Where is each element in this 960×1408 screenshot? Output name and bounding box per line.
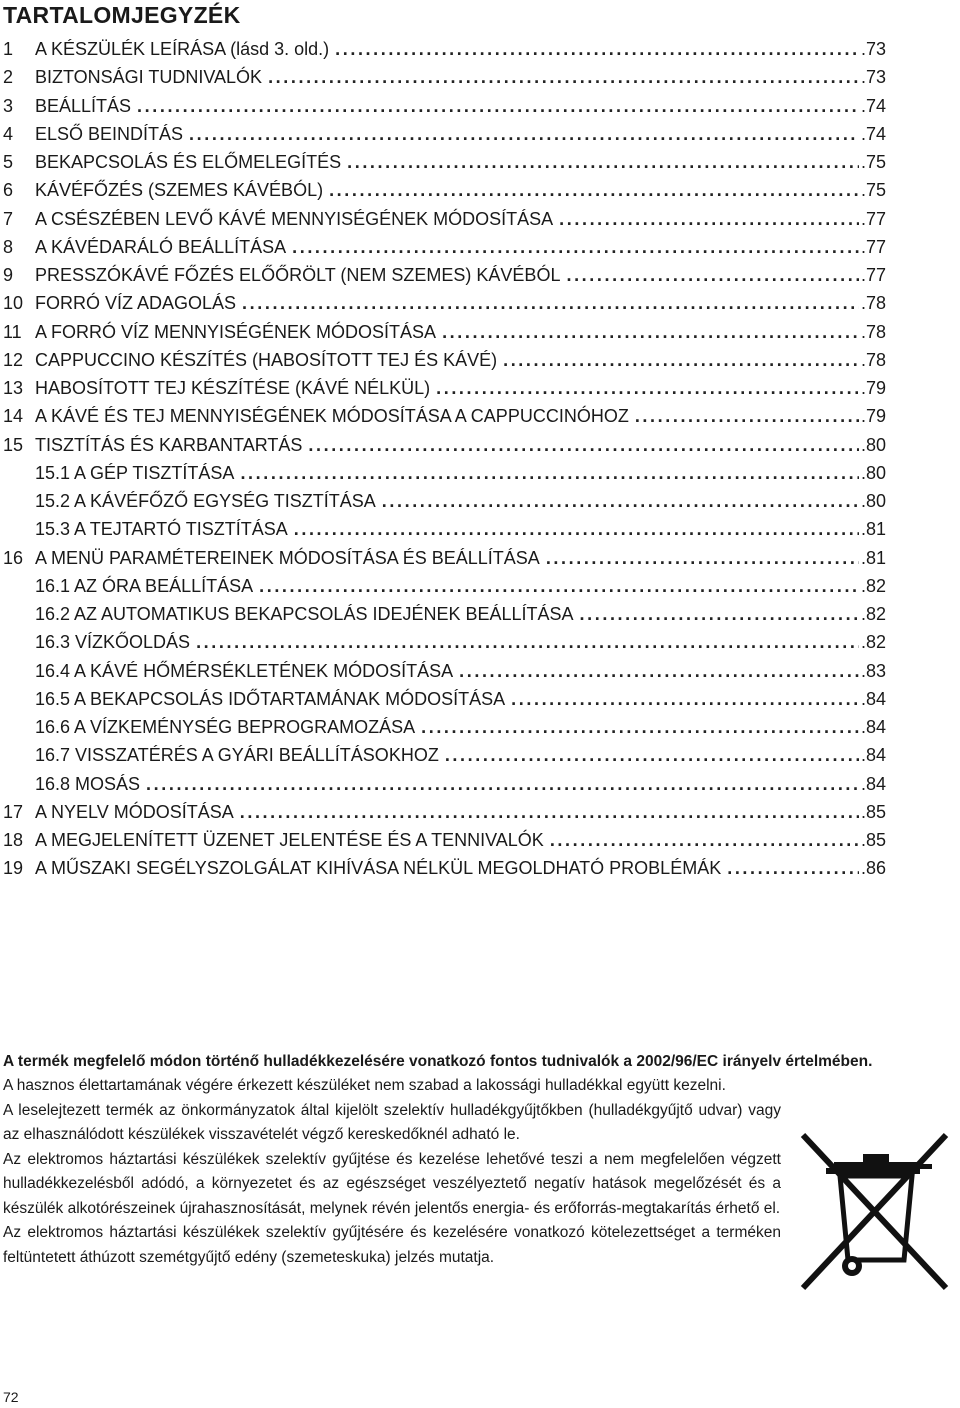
toc-entry-title: ELSŐ BEINDÍTÁS bbox=[35, 123, 184, 144]
toc-entry-title: A MEGJELENÍTETT ÜZENET JELENTÉSE ÉS A TENNIVALÓK bbox=[35, 830, 544, 850]
toc-entry-page: .80 bbox=[860, 434, 886, 455]
toc-entry-number: 10 bbox=[3, 293, 24, 314]
toc-entry-page: .84 bbox=[860, 717, 886, 737]
toc-entry-page: .75 bbox=[860, 152, 886, 172]
toc-entry-page: .78 bbox=[860, 321, 886, 342]
toc-entry-title: 16.8 MOSÁS bbox=[35, 773, 141, 794]
toc-leader-dots bbox=[240, 798, 859, 826]
toc-entry bbox=[0, 628, 886, 656]
toc-entry bbox=[0, 92, 886, 120]
toc-entry-page: .79 bbox=[860, 406, 886, 427]
toc-entry-title: A MENÜ PARAMÉTEREINEK MÓDOSÍTÁSA ÉS BEÁLLÍTÁSA bbox=[35, 547, 540, 568]
page-title: TARTALOMJEGYZÉK bbox=[3, 2, 241, 28]
toc-entry-number: 5 bbox=[3, 152, 14, 172]
toc-leader-dots bbox=[347, 148, 859, 176]
toc-leader-dots bbox=[240, 459, 859, 487]
toc-leader-dots bbox=[459, 657, 859, 685]
notice-paragraph: A leselejtezett termék az önkormányzatok által kijelölt szelektív hulladékgyűjtőkben (hulladékgyűjtő udvar) vagy az elhasználódott készülékek visszavételét végző kereskedőknél adható le. bbox=[3, 1101, 781, 1143]
toc-leader-dots bbox=[559, 205, 859, 233]
toc-entry-page: .84 bbox=[860, 745, 886, 766]
toc-entry bbox=[0, 770, 886, 798]
toc-entry-page: .83 bbox=[860, 660, 886, 681]
toc-entry-page: .82 bbox=[860, 632, 886, 653]
toc-leader-dots bbox=[503, 346, 859, 374]
toc-entry-number: 18 bbox=[3, 830, 24, 850]
toc-entry-title: HABOSÍTOTT TEJ KÉSZÍTÉSE (KÁVÉ NÉLKÜL) bbox=[35, 378, 431, 398]
notice-heading: A termék megfelelő módon történő hulladékkezelésére vonatkozó fontos tudnivalók a 2002/96/EC irányelv értelmében. bbox=[3, 1053, 873, 1070]
toc-entry-page: .79 bbox=[860, 378, 886, 398]
toc-leader-dots bbox=[189, 120, 859, 148]
toc-leader-dots bbox=[550, 826, 859, 854]
toc-leader-dots bbox=[546, 544, 859, 572]
toc-entry bbox=[0, 63, 886, 91]
toc-entry bbox=[0, 205, 886, 233]
toc-entry-page: .77 bbox=[860, 265, 886, 285]
toc-entry-page: .81 bbox=[860, 519, 886, 540]
toc-entry-title: 15.2 A KÁVÉFŐZŐ EGYSÉG TISZTÍTÁSA bbox=[35, 491, 376, 511]
toc-leader-dots bbox=[294, 515, 859, 543]
toc-entry-page: .84 bbox=[860, 688, 886, 709]
toc-entry-title: 16.3 VÍZKŐOLDÁS bbox=[35, 632, 191, 653]
toc-entry-number: 3 bbox=[3, 95, 14, 116]
notice-paragraph: Az elektromos háztartási készülékek szelektív gyűjtése és kezelése lehetővé teszi a nem megfelelően végzett hulladékkezelésből adódó, a környezetet és az egészséget veszélyeztető negatív hatások megelőzését és a készülék alkotórészeinek újrahasznosítását, melynek révén jelentős energia- és erőforrás-megtakarítás érhető el. bbox=[3, 1150, 781, 1217]
toc-entry-title: PRESSZÓKÁVÉ FŐZÉS ELŐŐRÖLT (NEM SZEMES) KÁVÉBÓL bbox=[35, 265, 561, 285]
toc-entry-page: .78 bbox=[860, 349, 886, 370]
toc-leader-dots bbox=[382, 487, 859, 515]
toc-entry-page: .78 bbox=[860, 293, 886, 314]
toc-entry-number: 2 bbox=[3, 67, 14, 88]
crossed-out-wheelie-bin-icon bbox=[800, 1132, 950, 1292]
toc-leader-dots bbox=[196, 628, 859, 656]
toc-entry-page: .85 bbox=[860, 830, 886, 850]
toc-entry-number: 4 bbox=[3, 123, 14, 144]
toc-entry-page: .74 bbox=[860, 95, 886, 116]
toc-entry bbox=[0, 459, 886, 487]
toc-leader-dots bbox=[146, 770, 859, 798]
toc-entry bbox=[0, 487, 886, 515]
toc-entry-number: 1 bbox=[3, 39, 14, 59]
toc-entry-number: 7 bbox=[3, 208, 14, 229]
toc-entry bbox=[0, 148, 886, 176]
toc-entry bbox=[0, 431, 886, 459]
toc-entry bbox=[0, 600, 886, 628]
toc-entry bbox=[0, 346, 886, 374]
toc-entry-title: BEKAPCSOLÁS ÉS ELŐMELEGÍTÉS bbox=[35, 152, 342, 172]
toc-entry bbox=[0, 713, 886, 741]
toc-entry bbox=[0, 374, 886, 402]
toc-leader-dots bbox=[445, 741, 859, 769]
toc-entry-title: BIZTONSÁGI TUDNIVALÓK bbox=[35, 67, 263, 88]
toc-entry-title: 16.2 AZ AUTOMATIKUS BEKAPCSOLÁS IDEJÉNEK BEÁLLÍTÁSA bbox=[35, 604, 574, 624]
toc-entry bbox=[0, 515, 886, 543]
toc-entry bbox=[0, 572, 886, 600]
toc-entry bbox=[0, 741, 886, 769]
toc-entry bbox=[0, 657, 886, 685]
page-number: 72 bbox=[3, 1389, 19, 1405]
toc-entry bbox=[0, 35, 886, 63]
toc-entry-title: 16.5 A BEKAPCSOLÁS IDŐTARTAMÁNAK MÓDOSÍTÁSA bbox=[35, 688, 506, 709]
toc-leader-dots bbox=[329, 176, 859, 204]
toc-leader-dots bbox=[308, 431, 859, 459]
toc-entry-page: .74 bbox=[860, 123, 886, 144]
table-of-contents bbox=[0, 35, 886, 883]
toc-leader-dots bbox=[436, 374, 859, 402]
toc-entry-title: KÁVÉFŐZÉS (SZEMES KÁVÉBÓL) bbox=[35, 180, 324, 201]
toc-entry-page: .86 bbox=[860, 858, 886, 879]
toc-entry-number: 13 bbox=[3, 378, 24, 398]
toc-entry-title: CAPPUCCINO KÉSZÍTÉS (HABOSÍTOTT TEJ ÉS KÁVÉ) bbox=[35, 349, 498, 370]
toc-entry-title: FORRÓ VÍZ ADAGOLÁS bbox=[35, 293, 237, 314]
toc-entry-number: 11 bbox=[3, 321, 22, 342]
toc-entry-title: 15.3 A TEJTARTÓ TISZTÍTÁSA bbox=[35, 519, 288, 540]
toc-entry bbox=[0, 176, 886, 204]
toc-entry-title: 16.1 AZ ÓRA BEÁLLÍTÁSA bbox=[35, 575, 254, 596]
toc-entry bbox=[0, 289, 886, 317]
toc-entry bbox=[0, 544, 886, 572]
toc-entry-page: .73 bbox=[860, 67, 886, 88]
toc-entry-title: A KÁVÉDARÁLÓ BEÁLLÍTÁSA bbox=[35, 236, 287, 257]
toc-entry bbox=[0, 261, 886, 289]
toc-leader-dots bbox=[137, 92, 859, 120]
toc-entry-title: TISZTÍTÁS ÉS KARBANTARTÁS bbox=[35, 434, 303, 455]
toc-entry-number: 14 bbox=[3, 406, 24, 427]
toc-entry bbox=[0, 685, 886, 713]
toc-entry-number: 17 bbox=[3, 801, 24, 822]
toc-leader-dots bbox=[268, 63, 859, 91]
toc-entry-number: 9 bbox=[3, 265, 14, 285]
toc-entry-title: 16.6 A VÍZKEMÉNYSÉG BEPROGRAMOZÁSA bbox=[35, 717, 416, 737]
toc-entry bbox=[0, 318, 886, 346]
toc-entry-number: 16 bbox=[3, 547, 24, 568]
toc-entry-number: 12 bbox=[3, 349, 24, 370]
notice-body bbox=[3, 1074, 781, 1270]
toc-entry-title: BEÁLLÍTÁS bbox=[35, 95, 132, 116]
toc-entry-page: .85 bbox=[860, 801, 886, 822]
toc-leader-dots bbox=[580, 600, 859, 628]
toc-entry-number: 6 bbox=[3, 180, 14, 201]
toc-entry-title: A CSÉSZÉBEN LEVŐ KÁVÉ MENNYISÉGÉNEK MÓDOSÍTÁSA bbox=[35, 208, 554, 229]
toc-entry bbox=[0, 402, 886, 430]
toc-leader-dots bbox=[421, 713, 859, 741]
toc-entry bbox=[0, 798, 886, 826]
toc-leader-dots bbox=[259, 572, 859, 600]
toc-entry-page: .82 bbox=[860, 575, 886, 596]
toc-entry-page: .81 bbox=[860, 547, 886, 568]
toc-entry-title: A KÉSZÜLÉK LEÍRÁSA (lásd 3. old.) bbox=[35, 39, 330, 59]
toc-entry-title: A NYELV MÓDOSÍTÁSA bbox=[35, 801, 234, 822]
toc-entry-title: 16.7 VISSZATÉRÉS A GYÁRI BEÁLLÍTÁSOKHOZ bbox=[35, 745, 439, 766]
toc-entry-page: .75 bbox=[860, 180, 886, 201]
toc-entry-page: .77 bbox=[860, 236, 886, 257]
toc-entry bbox=[0, 854, 886, 882]
toc-leader-dots bbox=[335, 35, 859, 63]
toc-entry bbox=[0, 233, 886, 261]
toc-entry-page: .73 bbox=[860, 39, 886, 59]
toc-entry-title: 15.1 A GÉP TISZTÍTÁSA bbox=[35, 462, 235, 483]
toc-entry-page: .84 bbox=[860, 773, 886, 794]
toc-entry bbox=[0, 120, 886, 148]
toc-leader-dots bbox=[292, 233, 859, 261]
toc-leader-dots bbox=[635, 402, 859, 430]
toc-entry-number: 19 bbox=[3, 858, 24, 879]
toc-entry-title: A KÁVÉ ÉS TEJ MENNYISÉGÉNEK MÓDOSÍTÁSA A CAPPUCCINÓHOZ bbox=[35, 406, 629, 427]
toc-entry-page: .77 bbox=[860, 208, 886, 229]
toc-leader-dots bbox=[727, 854, 859, 882]
notice-paragraph: A hasznos élettartamának végére érkezett készüléket nem szabad a lakossági hulladékkal együtt kezelni. bbox=[3, 1077, 726, 1094]
notice-paragraph: Az elektromos háztartási készülékek szelektív gyűjtésére és kezelésére vonatkozó kötelezettséget a terméken feltüntetett áthúzott szemétgyűjtő edény (szemeteskuka) jelzés mutatja. bbox=[3, 1224, 781, 1266]
toc-entry bbox=[0, 826, 886, 854]
toc-entry-page: .80 bbox=[860, 491, 886, 511]
toc-entry-number: 8 bbox=[3, 236, 14, 257]
toc-leader-dots bbox=[511, 685, 859, 713]
toc-entry-page: .82 bbox=[860, 604, 886, 624]
toc-entry-page: .80 bbox=[860, 462, 886, 483]
toc-leader-dots bbox=[442, 318, 859, 346]
toc-leader-dots bbox=[242, 289, 859, 317]
toc-entry-title: A FORRÓ VÍZ MENNYISÉGÉNEK MÓDOSÍTÁSA bbox=[35, 321, 437, 342]
toc-entry-title: 16.4 A KÁVÉ HŐMÉRSÉKLETÉNEK MÓDOSÍTÁSA bbox=[35, 660, 454, 681]
toc-entry-number: 15 bbox=[3, 434, 24, 455]
toc-leader-dots bbox=[566, 261, 859, 289]
toc-entry-title: A MŰSZAKI SEGÉLYSZOLGÁLAT KIHÍVÁSA NÉLKÜL MEGOLDHATÓ PROBLÉMÁK bbox=[35, 858, 722, 879]
